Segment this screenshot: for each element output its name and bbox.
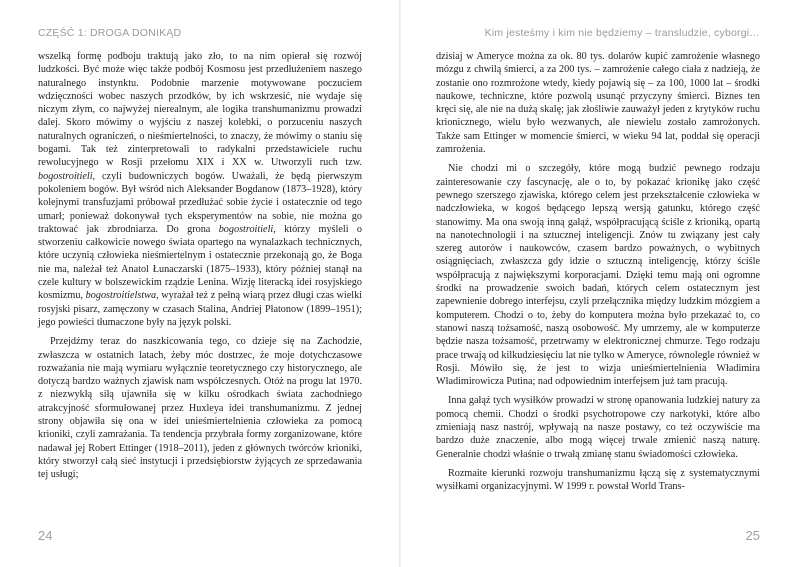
running-head-right: Kim jesteśmy i kim nie będziemy – transludzie, cyborgi…: [484, 27, 760, 39]
page-number-right: 25: [745, 528, 760, 543]
page-number-left: 24: [38, 528, 53, 543]
right-page: [400, 0, 800, 567]
paragraph: Przejdźmy teraz do naszkicowania tego, co dzieje się na Zachodzie, zwłaszcza w ostatnich latach, żeby móc dostrzec, że moje dotychczasowe rozważania nie mają wymiaru wyłącznie teoretycznego czy historycznego, ale dotyczą bardzo ważnych zjawisk nam współczesnych. Otóż na progu lat 1970. z niezwykłą siłą ujawniła się w kilku ośrodkach świata zachodniego atrakcyjność sformułowanej przez Huxleya idei transhumanizmu. Z jednej strony objawiła się ona w idei unieśmiertelnienia człowieka za pomocą krioniki, czyli zamrażania. Ta tendencja przybrała formy zorganizowane, które nadawał jej Robert Ettinger (1918–2011), jeden z głównych twórców krioniki, który stworzył całą sieć instytucji i przedsiębiorstw żyjących ze sprzedawania tej usługi;: [38, 336, 362, 481]
left-page-body: [38, 50, 362, 482]
paragraph: dzisiaj w Ameryce można za ok. 80 tys. dolarów kupić zamrożenie własnego mózgu z chwilą śmierci, a za 200 tys. – zamrożenie całego ciała z nadzieją, że zostanie ono rozmrożone wtedy, kiedy pojawią się – za 100, 1000 lat – środki naukowe, techniczne, które pozwolą usunąć przyczyny śmierci. Biznes ten kręci się, ale nie na dużą skalę; jak złośliwie zauważył jeden z krytyków ruchu krionicznego, wielu było wezwanych, ale niewielu zostało zamrożonych. Także sam Ettinger w momencie śmierci, w wieku 94 lat, poddał się operacji zamrożenia.: [436, 51, 760, 156]
paragraph: Nie chodzi mi o szczegóły, które mogą budzić pewnego rodzaju zainteresowanie czy fascynację, ale o to, by pokazać krionikę jako część pewnego szerszego zjawiska, którego celem jest przekształcenie człowieka w nadczłowieka, w kogoś będącego lepszą wersją gatunku, którego część stanowimy. Ma ona swoją inną gałąź, współpracującą ściśle z krioniką, opartą na nanotechnologii i na sztucznej inteligencji. Znów tu związany jest cały szereg autorów i naukowców, czasem bardzo poważnych, o wybitnych osiągnięciach, zwłaszcza gdy idzie o sztuczną inteligencję, którzy ściśle współpracują z największymi korporacjami. Dzięki temu mają oni ogromne środki na prowadzenie swoich badań, których celem ostatecznym jest zapewnienie dobrego interfejsu, czyli przełącznika między ludzkim mózgiem a komputerem. Chodzi o to, żeby do komputera można było przekazać to, co stanowi naszą tożsamość, naszą osobowość. My umrzemy, ale w komputerze będzie nasza tożsamość, przetrwamy w elektronicznej chmurze. Tego rodzaju prace trwają od kilkudziesięciu lat nie tylko w Ameryce, równolegle również w Rosji. Mówiło się, że jest to wizja unieśmiertelnienia Władimira Władimirowicza Putina; nad odpowiednim interfejsem już tam pracują.: [436, 163, 760, 388]
paragraph: wszelką formę podboju traktują jako zło, to na nim opierał się rozwój ludzkości. Być może więc także podbój Kosmosu jest przedłużeniem naszego naturalnego instynktu. Podobnie marzenie motywowane poczuciem wdzięczności wobec naszych przodków, by ich wskrzesić, nie wydaje się niczym złym, co najwyżej nierealnym, ale logika transhumanizmu prowadzi dalej. Skoro mówimy o wyjściu z naszej kolebki, o porzuceniu naszych naturalnych ograniczeń, o nieśmiertelności, to znaczy, że mówimy o staniu się bogami. Tak też zinterpretowali to radykalni przedstawiciele ruchu rewolucyjnego w Rosji przełomu XIX i XX w. Utworzyli ruch tzw. bogostroitieli, czyli budowniczych bogów. Uważali, że będą pierwszym pokoleniem bogów. Był wśród nich Aleksander Bogdanow (1873–1928), który kolejnymi transfuzjami próbował przedłużać sobie życie i ostatecznie od tego umarł; ponieważ dokonywał tych eksperymentów na sobie, nie można go traktować jak zbrodniarza. Do grona bogostroitieli, którzy myśleli o stworzeniu całkowicie nowego świata opartego na wynalazkach technicznych, które uczynią człowieka nieśmiertelnym i ostatecznie przekonają go, że Boga nie ma, należał też Anatol Łunaczarski (1875–1933), który później stanął na czele kultury w bolszewickim rządzie Lenina. Wizję literacką idei rosyjskiego kosmizmu, bogostroitielstwa, wyrażał też z pełną wiarą przez długi czas wielki rosyjski pisarz, zamęczony w czasach Stalina, Andriej Płatonow (1899–1951); jego powieści tłumaczone były na język polski.: [38, 51, 362, 328]
running-head-left: CZĘŚĆ 1: DROGA DONIKĄD: [38, 27, 182, 39]
paragraph: Inna gałąź tych wysiłków prowadzi w stronę opanowania ludzkiej natury za pomocą chemii. Chodzi o środki psychotropowe czy narkotyki, które albo zmieniają nasz nastrój, wpływają na nasze postawy, co też oczywiście ma bardzo duże znaczenie, albo mogą więcej trwale zmienić naszą naturę. Generalnie chodzi właśnie o trwałą zmianę stanu świadomości człowieka.: [436, 395, 760, 460]
paragraph: Rozmaite kierunki rozwoju transhumanizmu łączą się z systematycznymi wysiłkami organizacyjnymi. W 1999 r. powstał World Trans-: [436, 467, 760, 493]
right-page-body: [436, 50, 760, 494]
